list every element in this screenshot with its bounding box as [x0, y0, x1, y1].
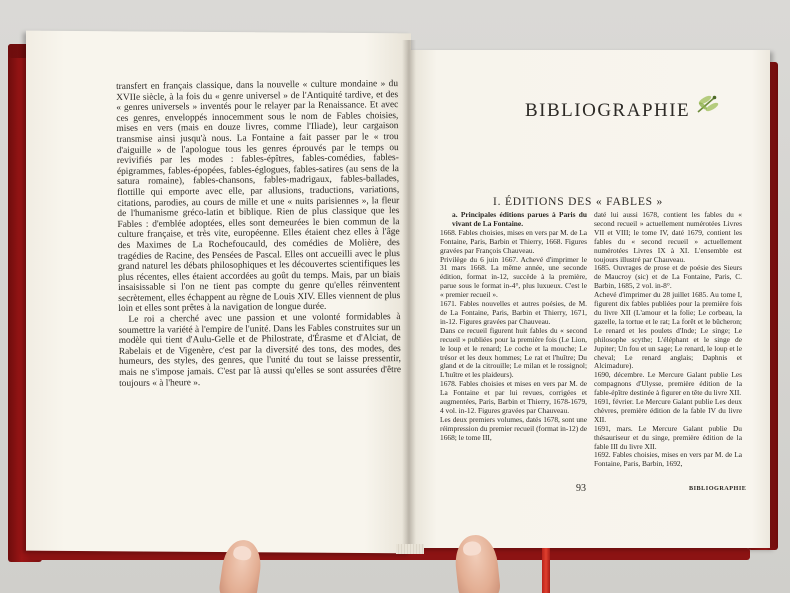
bibliography-entry: 1691, mars. Le Mercure Galant publie Du thésauriseur et du singe, première édition de la fable III du livre XII.	[594, 423, 742, 451]
book-gutter	[402, 40, 416, 552]
bibliography-entry: Achevé d'imprimer du 28 juillet 1685. Au tome I, figurent dix fables publiées pour la première fois du livre XII (L'amour et la folie; Le corbeau, la gazelle, la tortue et le rat; La forêt et le bûcheron; Le renard et les poulets d'Inde; Le singe; Le philosophe scythe; L'éléphant et le singe de Jupiter; Un fou et un sage; Le renard, le loup et le cheval; Le renard anglais; Daphnis et Alcimadure).	[594, 290, 742, 371]
left-page-text	[116, 79, 401, 389]
ribbon-bookmark	[542, 548, 550, 593]
bibliography-entry: 1691, février. Le Mercure Galant publie Les deux chèvres, première édition de la fable IV du livre XII.	[594, 397, 742, 424]
dragonfly-icon	[692, 92, 722, 118]
bibliography-entry: 1678. Fables choisies et mises en vers par M. de La Fontaine et par lui revues, corrigées et augmentées, Paris, Barbin et Thierry, 1678-1679, 4 vol. in-12. Figures gravées par Chauveau.	[440, 379, 587, 415]
bibliography-entry: Privilège du 6 juin 1667. Achevé d'imprimer le 31 mars 1668. La même année, une seconde édition, format in-12, succède à la première, parue sous le format in-4°, plus luxueux. C'est le « premier recueil ».	[440, 254, 587, 300]
bibliography-entry: 1671. Fables nouvelles et autres poésies, de M. de La Fontaine, Paris, Barbin et Thierry, 1671, in-12. Figures gravées par Chauveau.	[440, 299, 587, 326]
bibliography-column-right	[594, 211, 742, 469]
thumbnail-left	[232, 545, 252, 561]
section-title: I. ÉDITIONS DES « FABLES »	[493, 196, 664, 208]
bibliography-entry: 1668. Fables choisies, mises en vers par M. de La Fontaine, Paris, Barbin et Thierry, 1668. Figures gravées par François Chauveau.	[440, 227, 587, 255]
thumbnail-right	[462, 541, 481, 557]
bibliography-entry: 1692. Fables choisies, mises en vers par M. de La Fontaine, Paris, Barbin, 1692,	[594, 450, 742, 469]
page-number: 93	[576, 483, 586, 494]
bibliography-entry: 1690, décembre. Le Mercure Galant publie Les compagnons d'Ulysse, première édition de la fable-épître destinée à figurer en tête du livre XII.	[594, 370, 742, 398]
left-paragraph: Le roi a cherché avec une passion et une volonté formidables à soumettre la variété à l'empire de l'unité. Dans les Fables construites sur un modèle qui tient d'Aulu-Gelle et de Philostrate, d'Érasme et d'Alciat, de Rabelais et de Vigenère, c'est par la diversité des tons, des modes, des humeurs, des styles, des genres, que l'unité du tout se laisse pressentir, mais ne s'impose jamais. C'est par là aussi qu'elles se sont assurées d'être toujours « à l'heure ».	[118, 312, 402, 389]
left-paragraph: transfert en français classique, dans la nouvelle « culture mondaine » du XVIIe siècle, à la fois du « genre universel » de l'Antiquité tardive, et des « genres universels » inventés pour le relayer par la Renaissance. Et avec ces genres, enveloppés innocemment sous le nom de Fables choisies, mises en vers (mais en douze livres, comme l'Iliade), leur cargaison transmise ainsi jusqu'à nous. La Fontaine a fait passer par le « trou d'aiguille » de l'apologue tous les genres éprouvés par le temps ou revivifiés par les modes : fables-épîtres, fables-comédies, fables-épigrammes, fables-épopées, fables-églogues, fables-satires (au sens de la satura romaine), fables-chansons, fables-madrigaux, fables-ballades, flottille qui emporte avec elle, par allusions, traductions, variations, citations, parodies, au cours de mille et une « nuits parisiennes », la fleur de l'humanisme gréco-latin et biblique. Rien de plus classique que les Fables : d'emblée adoptées, elles sont demeurées le bien commun de la culture française, et très vite, européenne. Elles étaient chez elles à l'âge des Maximes de La Rochefoucauld, des comédies de Molière, des tragédies de Racine, des Pensées de Pascal. Elles ont accueilli avec le plus grand naturel les débats philosophiques et les découvertes scientifiques les plus récentes, elles étaient accordées au goût du temps. Mais, par un biais insaisissable si l'on ne tient pas compte du genre qu'elles réinventent secrètement, elles échappent au règne de Louis XIV. Elles viennent de plus loin et elles sont prêtes à la navigation de longue durée.	[116, 79, 401, 315]
running-head: BIBLIOGRAPHIE	[689, 485, 747, 492]
bibliography-entry: Dans ce recueil figurent huit fables du « second recueil » publiées pour la première fois (Le Lion, le loup et le renard; Le coche et la mouche; Le trésor et les deux hommes; Le rat et l'huître; Du gland et de la citrouille; Le milan et le rossignol; L'huître et les plaideurs).	[440, 325, 587, 380]
bibliography-entry: daté lui aussi 1678, contient les fables du « second recueil » actuellement numérotées Livres VII et VIII; le tome IV, daté 1679, contient les fables du « second recueil » actuellement numérotées Livres IX à XI. L'ensemble est toujours illustré par Chauveau.	[594, 210, 742, 264]
bibliography-title: BIBLIOGRAPHIE	[525, 100, 691, 121]
bibliography-entry: 1685. Ouvrages de prose et de poésie des Sieurs de Maucroy (sic) et de La Fontaine, Paris, C. Barbin, 1685, 2 vol. in-8°.	[594, 263, 742, 291]
bibliography-entry: Les deux premiers volumes, datés 1678, sont une réimpression du premier recueil (format in-12) de 1668; le tome III,	[440, 414, 587, 442]
bibliography-column-left	[440, 211, 587, 443]
page-stack-edge	[396, 544, 424, 554]
subsection-heading: a. Principales éditions parues à Paris du vivant de La Fontaine.	[452, 210, 587, 228]
